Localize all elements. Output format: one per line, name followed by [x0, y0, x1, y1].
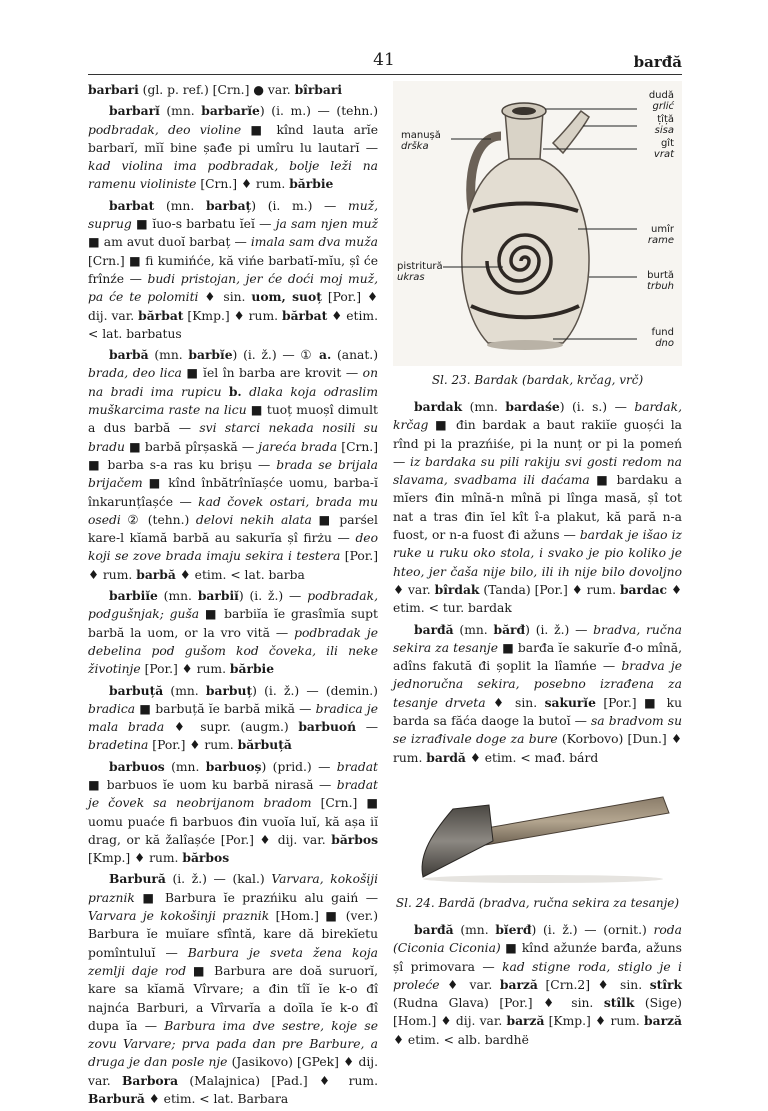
jug-illustration	[393, 81, 682, 366]
dictionary-entry: barbă (mn. barbĭe) (i. ž.) — ① a. (anat.) brada, deo lica ■ ĭel în barba are krovit — on na bradi ima rupicu b. dlaka koja odraslim muškarcima raste na licu ■ tuoț muoșî dimult a dus barbă — svi starci nekada nosili su bradu ■ barbă pîrșaskă — jareća brada [Crn.] ■ barba s-a ras ku brișu — brada se brijala brijačem ■ kînd înbătrînĭașće uomu, barba-ĭ înkarunțîașće — kad čovek ostari, brada mu osedi ② (tehn.) delovi nekih alata ■ parśel kare-l kĭamă barbă au sakurĭa șî firżu — deo koji se zove brada imaju sekira i testera [Por.] ♦ rum. barbă ♦ etim. < lat. barba	[88, 347, 379, 582]
page-number: 41	[373, 50, 395, 70]
jug-photo	[393, 81, 682, 366]
dictionary-entry: barbiĭe (mn. barbiĭ) (i. ž.) — podbradak, podgušnjak; guša ■ barbiĭa ĭe grasîmĭa supt barbă la uom, or la vro vită — podbradak je debelina pod gušom kod čoveka, ili neke životinje [Por.] ♦ rum. bărbie	[88, 588, 379, 677]
jug-label-duda: dudă grlić	[648, 90, 674, 112]
jug-label-manusa: manușă drška	[401, 130, 441, 152]
right-column	[393, 81, 682, 1052]
dictionary-entry: barbuos (mn. barbuoș) (prid.) — bradat ■ barbuos ĭe uom ku barbă nirasă — bradat je čovek sa neobrijanom bradom [Crn.] ■ uomu puaće fi barbuos đin vuoĭa luĭ, kă așa iĭ drag, or kă žalîașće [Por.] ♦ dij. var. bărbos [Kmp.] ♦ rum. bărbos	[88, 758, 378, 866]
figure-axe	[393, 779, 682, 911]
dictionary-entry: bardak (mn. bardaśe) (i. s.) — bardak, krčag ■ đin bardak a baut rakiĭe guoșći la rînd pi la prazńiśe, pi la nunț or pi la pomeń — iz bardaka su pili rakiju svi gosti redom na slavama, svadbama ili daćama ■ bardaku a mĭers đin mînă-n mînă pi lînga masă, șî tot nat a tras đin ĭel kît î-a plakut, kă pară n-a fuost, or n-a fuost đi ažuns — bardak je išao iz ruke u ruku oko stola, i svako je pio koliko je hteo, jer čaša nije bilo, ili ih nije bilo dovoljno ♦ var. bîrdak (Tanda) [Por.] ♦ rum. bardac ♦ etim. < tur. bardak	[393, 399, 682, 616]
figure-caption: Sl. 23. Bardak (bardak, krčag, vrč)	[431, 373, 644, 387]
dictionary-entry: barbari (gl. p. ref.) [Crn.] ● var. bîrbari	[88, 82, 343, 97]
dictionary-entry: barbuță (mn. barbuț) (i. ž.) — (demin.) bradica ■ barbuță ĭe barbă mikă — bradica je mala brada ♦ supr. (augm.) barbuoń — bradetina [Por.] ♦ rum. bărbuță	[88, 682, 379, 753]
jug-label-umir: umîr rame	[647, 224, 674, 246]
axe-illustration	[393, 779, 682, 889]
dictionary-entry: barđă (mn. bărđ) (i. ž.) — bradva, ručna sekira za tesanje ■ barđa ĭe sakurĭe đ-o mînă, adîns fakută đi șoplit la lîamńe — bradva je jednoručna sekira, posebno izrađena za tesanje drveta ♦ sin. sakurĭe [Por.] ■ ku barda sa făća daoge la butoĭ — sa bradvom su se izrađivale doge za bure (Korbovo) [Dun.] ♦ rum. bardă ♦ etim. < mađ. bárd	[393, 621, 683, 765]
dictionary-entry: barbat (mn. barbaț) (i. m.) — muž, suprug ■ ĭuo-s barbatu ĭeĭ — ja sam njen muž ■ am avut duoĭ barbaț — imala sam dva muža [Crn.] ■ fi kumińće, kă vińe barbatĭ-mĭu, șî će frînźe — budi pristojan, jer će doći moj muž, pa će te polomiti ♦ sin. uom, suoț [Por.] ♦ dij. var. bărbat [Kmp.] ♦ rum. bărbat ♦ etim. < lat. barbatus	[88, 197, 379, 341]
dictionary-entry: barbarĭ (mn. barbarĭe) (i. m.) — (tehn.) podbradak, deo violine ■ kînd lauta arĭe barbarĭ, mĭĭ bine șađe pi umîru lu lautarĭ — kad violina ima podbradak, bolje leži na ramenu violiniste [Crn.] ♦ rum. bărbie	[88, 103, 378, 192]
running-head: barđă	[633, 53, 682, 71]
jug-label-burta: burtă trbuh	[646, 270, 674, 292]
figure-caption: Sl. 24. Bardă (bradva, ručna sekira za tesanje)	[395, 895, 680, 910]
left-column	[88, 81, 378, 1111]
jug-label-tita: țîță sisa	[654, 114, 674, 136]
dictionary-entry: barđă (mn. bĭerđ) (i. ž.) — (ornit.) roda (Ciconia Ciconia) ■ kînd ažunźe barđa, ažuns șî primovara — kad stigne roda, stiglo je i proleće ♦ var. barză [Crn.2] ♦ sin. stîrk (Rudna Glava) [Por.] ♦ sin. stîlk (Sige) [Hom.] ♦ dij. var. barză [Kmp.] ♦ rum. barză ♦ etim. < alb. bardhë	[393, 921, 683, 1047]
jug-label-fund: fund dno	[651, 327, 674, 349]
dictionary-entry: Barbură (i. ž.) — (kal.) Varvara, kokošiji praznik ■ Barbura ĭe prazńiku alu gaiń — Varvara je kokošinji praznik [Hom.] ■ (ver.) Barbura ĭe muĭare sfîntă, kare dă birekĭetu pomîntuluĭ — Barbura je sveta žena koja zemlji daje rod ■ Barbura are doă suruorĭ, kare sa kĭamă Vîrvare; a đin tîĭ ĭe k-o đî najnća Barburi, a Vîrvarĭa a doĭla ĭe k-o đî dupa ĭa — Barbura ima dve sestre, koje se zovu Varvare; prva pada dan pre Barbure, a druga je dan posle nje (Jasikovo) [GPek] ♦ dij. var. Barbora (Malajnica) [Pad.] ♦ rum. Barbură ♦ etim. < lat. Barbara	[88, 871, 379, 1107]
header-rule	[88, 74, 682, 75]
jug-label-git: gît vrat	[653, 138, 674, 160]
jug-label-pistritura: pistritură ukras	[397, 261, 443, 283]
axe-photo	[393, 779, 682, 889]
figure-jug	[393, 81, 682, 388]
